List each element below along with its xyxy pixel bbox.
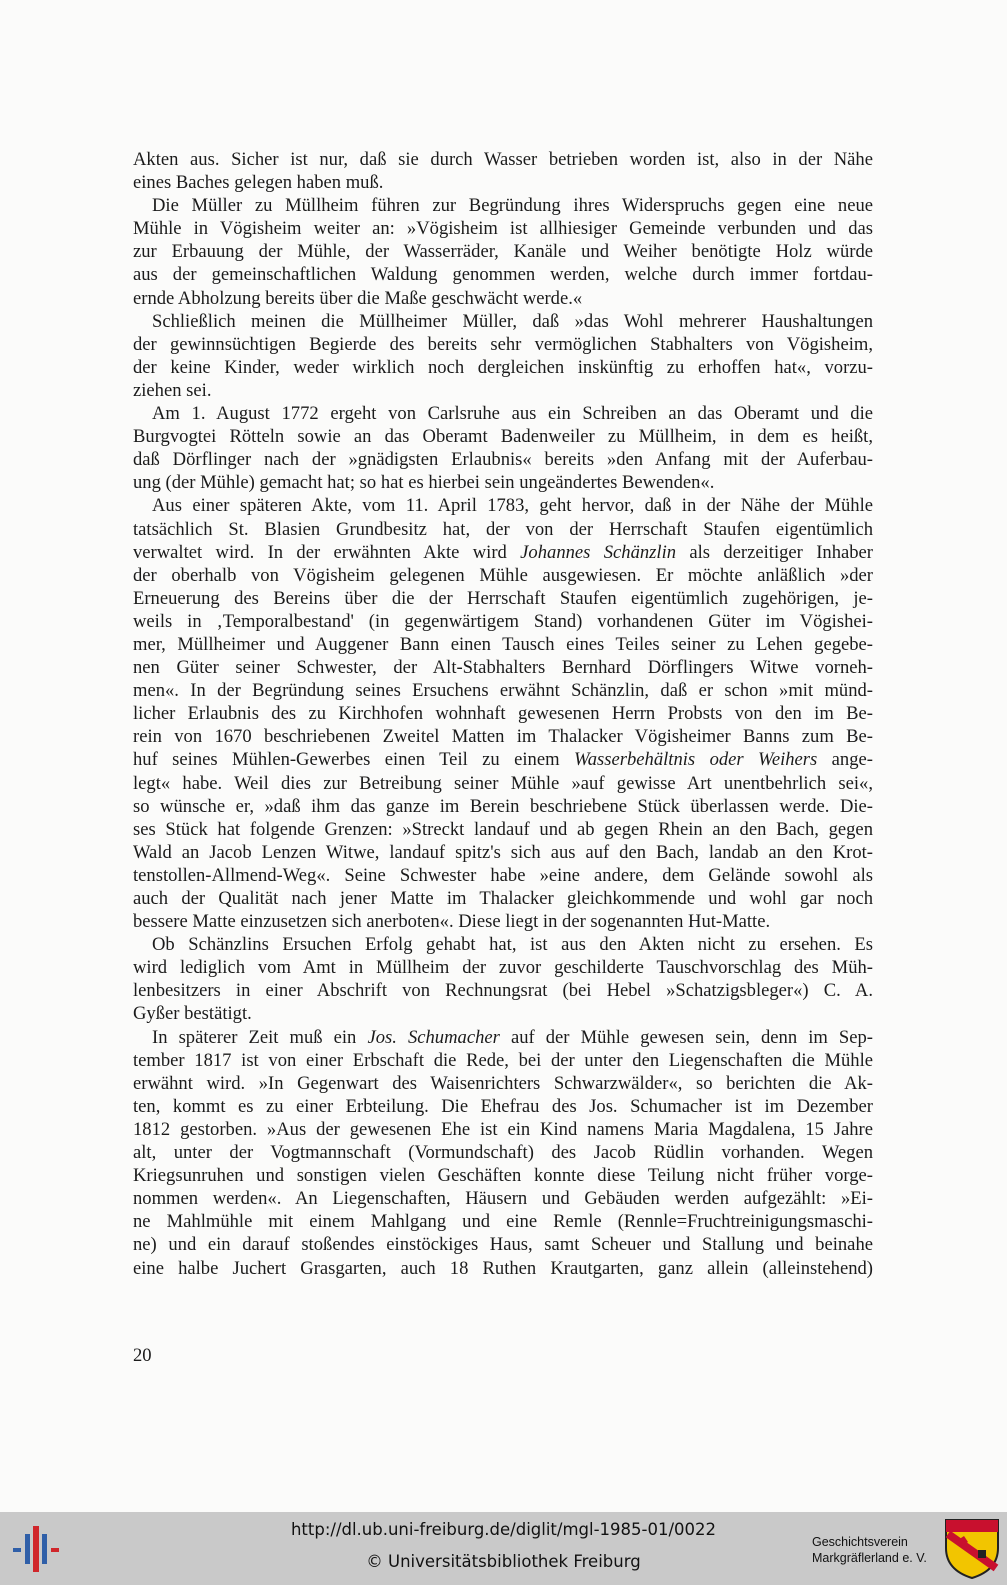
text-line: ne Mahlmühle mit einem Mahlgang und eine Remle (Rennle=Fruchtreinigungsmaschi- xyxy=(133,1211,873,1233)
paragraph xyxy=(133,1026,873,1280)
text-line: der gewinnsüchtigen Begierde des bereits sehr vermöglichen Stabhalters von Vögisheim, xyxy=(133,333,873,355)
text-line: daß Dörflinger nach der »gnädigsten Erlaubnis« bereits »den Anfang mit der Auferbau- xyxy=(133,449,873,471)
text-line: der oberhalb von Vögisheim gelegenen Mühle ausgewiesen. Er möchte anläßlich »der xyxy=(133,564,873,586)
association-line-2: Markgräflerland e. V. xyxy=(812,1551,927,1565)
text-line: 1812 gestorben. »Aus der gewesenen Ehe ist ein Kind namens Maria Magdalena, 15 Jahre xyxy=(133,1118,873,1140)
text-line: Erneuerung des Bereins über die der Herrschaft Staufen eigentümlich zugehörigen, je- xyxy=(133,587,873,609)
text-line: Mühle in Vögisheim weiter an: »Vögisheim ist allhiesiger Gemeinde verbunden und das xyxy=(133,218,873,240)
text-line: eine halbe Juchert Grasgarten, auch 18 Ruthen Krautgarten, ganz allein (alleinstehend) xyxy=(133,1257,873,1279)
body-text xyxy=(133,148,873,1280)
text-line: zur Erbauung der Mühle, der Wasserräder, Kanäle und Weiher benötigte Holz würde xyxy=(133,241,873,263)
text-line: tember 1817 ist von einer Erbschaft die Rede, bei der unter den Liegenschaften die Mühle xyxy=(133,1049,873,1071)
italic-name: Jos. Schumacher xyxy=(367,1026,500,1048)
text-line: licher Erlaubnis des zu Kirchhofen wohnhaft gewesenen Herrn Probsts von den im Be- xyxy=(133,703,873,725)
italic-name: Johannes Schänzlin xyxy=(520,541,677,563)
page-number: 20 xyxy=(133,1345,152,1366)
text-line: men«. In der Begründung seines Ersuchens erwähnt Schänzlin, daß er schon »mit münd- xyxy=(133,680,873,702)
text-line: Die Müller zu Müllheim führen zur Begründung ihres Widerspruchs gegen eine neue xyxy=(152,195,873,217)
text-line: bessere Matte einzusetzen sich anerboten«. Diese liegt in der sogenannten Hut-Matte. xyxy=(133,911,771,933)
text-line: erwähnt wird. »In Gegenwart des Waisenrichters Schwarzwälder«, so berichten die Ak- xyxy=(133,1072,873,1094)
text-line: legt« habe. Weil dies zur Betreibung seiner Mühle »auf gewisse Art unentbehrlich sei«, xyxy=(133,772,873,794)
text-line: tatsächlich St. Blasien Grundbesitz hat, der von der Herrschaft Staufen eigentümlich xyxy=(133,518,873,540)
paragraph xyxy=(133,194,873,309)
text-line: Akten aus. Sicher ist nur, daß sie durch Wasser betrieben worden ist, also in der Nähe xyxy=(133,149,873,170)
paragraph xyxy=(133,148,873,194)
coat-of-arms-icon xyxy=(944,1518,1000,1580)
text-line: eines Baches gelegen haben muß. xyxy=(133,172,384,194)
paragraph xyxy=(133,494,873,933)
text-line: auch der Qualität nach jener Matte im Thalacker gleichkommende und wohl gar noch xyxy=(133,888,873,909)
text-line: weils in ‚Temporalbestand' (in gegenwärtigem Stand) vorhandenen Güter im Vögishei- xyxy=(133,610,873,632)
text-line: tenstollen-Allmend-Weg«. Seine Schwester habe »eine andere, dem Gelände sowohl als xyxy=(133,864,873,886)
text-line: Wald an Jacob Lenzen Witwe, landauf spitz's sich aus auf den Bach, landab an den Krot- xyxy=(133,841,873,863)
text-line: der keine Kinder, weder wirklich noch dergleichen inskünftig zu erhoffen hat«, vorzu- xyxy=(133,356,873,378)
text-line: lenbesitzers in einer Abschrift von Rechnungsrat (bei Hebel »Schatzigsbleger«) C. A. xyxy=(133,980,873,1002)
text-line: nommen werden«. An Liegenschaften, Häusern und Gebäuden werden aufgezählt: »Ei- xyxy=(133,1188,873,1210)
copyright-text: © Universitätsbibliothek Freiburg xyxy=(366,1552,641,1571)
text-line: huf seines Mühlen-Gewerbes einen Teil zu einem Wasserbehältnis oder Weihers ange- xyxy=(133,749,873,771)
paragraph xyxy=(133,933,873,1025)
document-url-link[interactable]: http://dl.ub.uni-freiburg.de/diglit/mgl-1985-01/0022 xyxy=(290,1520,717,1539)
text-line: aus der gemeinschaftlichen Waldung genommen werden, welche durch immer fortdau- xyxy=(133,264,873,286)
italic-name: Wasserbehältnis oder Weihers xyxy=(573,749,818,771)
text-line: rein von 1670 beschriebenen Zweitel Matten im Thalacker Vögisheimer Banns zum Be- xyxy=(133,726,873,748)
text-line: In späterer Zeit muß ein Jos. Schumacher auf der Mühle gewesen sein, denn im Sep- xyxy=(152,1026,873,1048)
paragraph xyxy=(133,310,873,402)
text-line: wird lediglich vom Amt in Müllheim der zuvor geschilderte Tauschvorschlag des Müh- xyxy=(133,957,873,979)
text-line: Am 1. August 1772 ergeht von Carlsruhe aus ein Schreiben an das Oberamt und die xyxy=(152,403,873,425)
text-line: Ob Schänzlins Ersuchen Erfolg gehabt hat, ist aus den Akten nicht zu ersehen. Es xyxy=(152,934,873,956)
text-line: so wünsche er, »daß ihm das ganze im Berein beschriebene Stück überlassen werde. Die- xyxy=(133,795,873,817)
text-line: Gyßer bestätigt. xyxy=(133,1003,252,1025)
paragraph xyxy=(133,402,873,494)
text-line: alt, unter der Vogtmannschaft (Vormundschaft) des Jacob Rüdlin vorhanden. Wegen xyxy=(133,1142,873,1164)
text-line: Schließlich meinen die Müllheimer Müller, daß »das Wohl mehrerer Haushaltungen xyxy=(152,310,873,332)
text-line: Aus einer späteren Akte, vom 11. April 1783, geht hervor, daß in der Nähe der Mühle xyxy=(152,495,873,517)
text-line: ten, kommt es zu einer Erbteilung. Die Ehefrau des Jos. Schumacher ist im Dezember xyxy=(133,1095,873,1117)
text-line: nen Güter seiner Schwester, der Alt-Stabhalters Bernhard Dörflingers Witwe vorneh- xyxy=(133,657,873,679)
association-line-1: Geschichtsverein xyxy=(812,1535,908,1549)
text-line: ernde Abholzung bereits über die Maße geschwächt werde.« xyxy=(133,287,583,309)
text-line: Burgvogtei Rötteln sowie an das Oberamt Badenweiler zu Müllheim, in dem es heißt, xyxy=(133,426,873,448)
association-name xyxy=(812,1534,927,1566)
text-line: ne) und ein darauf stoßendes einstöckiges Haus, samt Scheuer und Stallung und beinahe xyxy=(133,1234,873,1256)
footer-bar xyxy=(0,1512,1007,1585)
text-line: ung (der Mühle) gemacht hat; so hat es hierbei sein ungeändertes Bewenden«. xyxy=(133,472,715,494)
text-line: ses Stück hat folgende Grenzen: »Streckt landauf und ab gegen Rhein an den Bach, gegen xyxy=(133,818,873,840)
text-line: ziehen sei. xyxy=(133,379,212,401)
text-line: mer, Müllheimer und Auggener Bann einen Tausch eines Teiles seiner zu Lehen gegebe- xyxy=(133,633,873,655)
text-line: verwaltet wird. In der erwähnten Akte wird Johannes Schänzlin als derzeitiger Inhaber xyxy=(133,541,873,563)
text-line: Kriegsunruhen und sonstigen vielen Geschäften konnte diese Teilung nicht früher vorge- xyxy=(133,1165,873,1187)
